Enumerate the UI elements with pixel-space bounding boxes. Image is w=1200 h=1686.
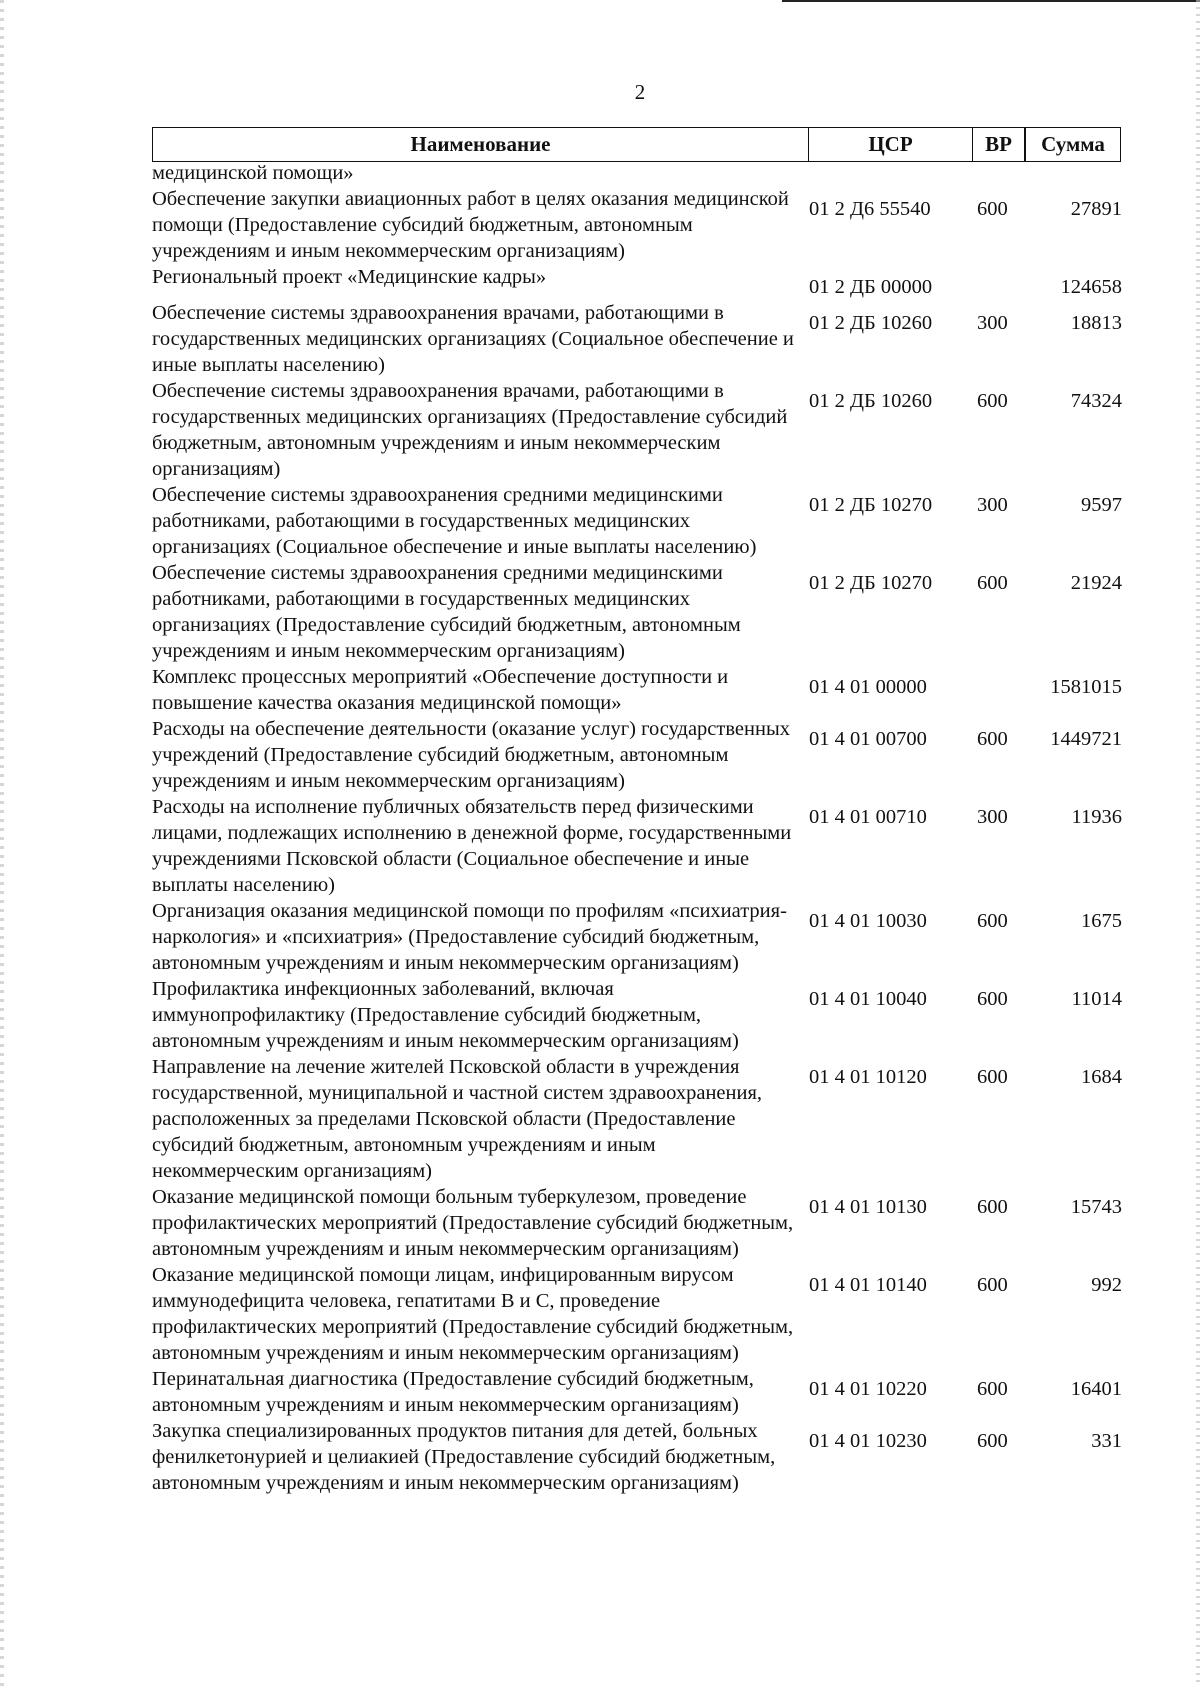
row-csr: 01 4 01 10120 (809, 1066, 927, 1088)
row-vr: 600 (977, 1066, 1008, 1088)
row-name: Закупка специализированных продуктов питания для детей, больных фенилкетонурией и целиакией (Предоставление субсидий бюджетным, автономным учреждениям и иным некоммерческим организациям) (152, 1420, 776, 1494)
table-body (152, 160, 1122, 1496)
row-name: Обеспечение системы здравоохранения врачами, работающими в государственных медицинских организациях (Предоставление субсидий бюджетным, автономным учреждениям и иным некоммерческим организациям) (152, 380, 788, 480)
header-csr: ЦСР (809, 128, 973, 161)
row-sum: 9597 (1081, 494, 1122, 516)
row-csr: 01 2 ДБ 10270 (809, 572, 933, 594)
row-vr: 600 (977, 1196, 1008, 1218)
table-row (152, 300, 1122, 378)
row-vr: 600 (977, 988, 1008, 1010)
row-csr: 01 2 Д6 55540 (809, 198, 931, 220)
row-csr: 01 4 01 10230 (809, 1430, 927, 1452)
row-csr: 01 2 ДБ 10260 (809, 312, 933, 334)
row-name: Обеспечение системы здравоохранения средними медицинскими работниками, работающими в государственных медицинских организациях (Предоставление субсидий бюджетным, автономным учреждениям и иным некоммерческим организациям) (152, 562, 741, 662)
row-vr: 600 (977, 1378, 1008, 1400)
row-sum: 1675 (1081, 910, 1122, 932)
row-name: Расходы на исполнение публичных обязательств перед физическими лицами, подлежащих исполнению в денежной форме, государственными учреждениями Псковской области (Социальное обеспечение и иные выплаты населению) (152, 796, 792, 896)
row-name: Комплекс процессных мероприятий «Обеспечение доступности и повышение качества оказания медицинской помощи» (152, 666, 729, 714)
row-sum: 11014 (1071, 988, 1122, 1010)
row-csr: 01 4 01 10140 (809, 1274, 927, 1296)
row-name: Расходы на обеспечение деятельности (оказание услуг) государственных учреждений (Предоставление субсидий бюджетным, автономным учреждениям и иным некоммерческим организациям) (152, 718, 790, 792)
table-header (152, 127, 1120, 162)
row-name: Обеспечение системы здравоохранения средними медицинскими работниками, работающими в государственных медицинских организациях (Социальное обеспечение и иные выплаты населению) (152, 484, 757, 558)
row-name: Оказание медицинской помощи больным туберкулезом, проведение профилактических мероприятий (Предоставление субсидий бюджетным, автономным учреждениям и иным некоммерческим организациям) (152, 1186, 794, 1260)
row-csr: 01 4 01 10030 (809, 910, 927, 932)
row-name: Организация оказания медицинской помощи по профилям «психиатрия-наркология» и «психиатрия» (Предоставление субсидий бюджетным, автономным учреждениям и иным некоммерческим организациям) (152, 900, 787, 974)
table-row (152, 1366, 1122, 1418)
row-name: Оказание медицинской помощи лицам, инфицированным вирусом иммунодефицита человека, гепатитами В и С, проведение профилактических мероприятий (Предоставление субсидий бюджетным, автономным учреждениям и иным некоммерческим организациям) (152, 1264, 794, 1364)
header-name: Наименование (153, 128, 809, 161)
scan-edge-right (1196, 0, 1200, 1686)
row-sum: 27891 (1070, 198, 1122, 220)
header-sum: Сумма (1025, 127, 1121, 162)
table-row (152, 560, 1122, 664)
row-csr: 01 2 ДБ 10260 (809, 390, 933, 412)
row-sum: 18813 (1070, 312, 1122, 334)
table-row (152, 976, 1122, 1054)
row-vr (977, 664, 1037, 716)
row-vr: 600 (977, 1274, 1008, 1296)
row-sum: 74324 (1070, 390, 1122, 412)
page-number: 2 (634, 80, 646, 104)
row-csr: 01 2 ДБ 00000 (809, 276, 933, 298)
row-name: медицинской помощи» (152, 162, 354, 184)
row-sum: 11936 (1071, 806, 1122, 828)
row-name: Направление на лечение жителей Псковской области в учреждения государственной, муниципальной и частной систем здравоохранения, расположенных за пределами Псковской области (Предоставление субсидий бюджетным, автономным учреждениям и иным некоммерческим организациям) (152, 1056, 763, 1182)
table-row (152, 378, 1122, 482)
row-name: Региональный проект «Медицинские кадры» (152, 266, 547, 288)
row-name: Перинатальная диагностика (Предоставление субсидий бюджетным, автономным учреждениям и иным некоммерческим организациям) (152, 1368, 754, 1416)
scan-edge-left (0, 0, 4, 1686)
row-sum: 1684 (1081, 1066, 1122, 1088)
row-csr: 01 4 01 10220 (809, 1378, 927, 1400)
row-sum: 16401 (1070, 1378, 1122, 1400)
row-vr: 600 (977, 198, 1008, 220)
table-row (152, 794, 1122, 898)
row-vr: 600 (977, 572, 1008, 594)
table-row (152, 482, 1122, 560)
row-sum: 15743 (1070, 1196, 1122, 1218)
table-row (152, 160, 1122, 186)
row-vr (977, 160, 1037, 186)
row-name: Профилактика инфекционных заболеваний, включая иммунопрофилактику (Предоставление субсидий бюджетным, автономным учреждениям и иным некоммерческим организациям) (152, 978, 739, 1052)
table-row (152, 1418, 1122, 1496)
row-vr: 300 (977, 806, 1008, 828)
table-row (152, 716, 1122, 794)
row-vr: 600 (977, 910, 1008, 932)
table-row (152, 1184, 1122, 1262)
row-sum: 1449721 (1050, 728, 1122, 750)
row-sum: 21924 (1070, 572, 1122, 594)
row-sum: 124658 (1060, 276, 1122, 298)
row-vr: 300 (977, 312, 1008, 334)
row-vr: 600 (977, 390, 1008, 412)
table-row (152, 898, 1122, 976)
table-row (152, 1054, 1122, 1184)
header-vr: ВР (973, 128, 1025, 161)
row-sum: 992 (1091, 1274, 1122, 1296)
row-vr (977, 264, 1037, 300)
row-csr: 01 2 ДБ 10270 (809, 494, 933, 516)
row-csr: 01 4 01 00700 (809, 728, 927, 750)
row-csr (809, 160, 977, 186)
row-csr: 01 4 01 00000 (809, 676, 927, 698)
row-csr: 01 4 01 10040 (809, 988, 927, 1010)
row-csr: 01 4 01 00710 (809, 806, 927, 828)
row-sum (1037, 160, 1122, 186)
row-csr: 01 4 01 10130 (809, 1196, 927, 1218)
row-sum: 331 (1091, 1430, 1122, 1452)
row-vr: 600 (977, 728, 1008, 750)
row-vr: 300 (977, 494, 1008, 516)
table-row (152, 186, 1122, 264)
row-name: Обеспечение системы здравоохранения врачами, работающими в государственных медицинских организациях (Социальное обеспечение и иные выплаты населению) (152, 302, 794, 376)
row-vr: 600 (977, 1430, 1008, 1452)
scan-artifact-top-line (782, 0, 1200, 2)
table-row (152, 1262, 1122, 1366)
table-row (152, 264, 1122, 300)
row-name: Обеспечение закупки авиационных работ в целях оказания медицинской помощи (Предоставление субсидий бюджетным, автономным учреждениям и иным некоммерческим организациям) (152, 188, 789, 262)
table-row (152, 664, 1122, 716)
row-sum: 1581015 (1050, 676, 1122, 698)
